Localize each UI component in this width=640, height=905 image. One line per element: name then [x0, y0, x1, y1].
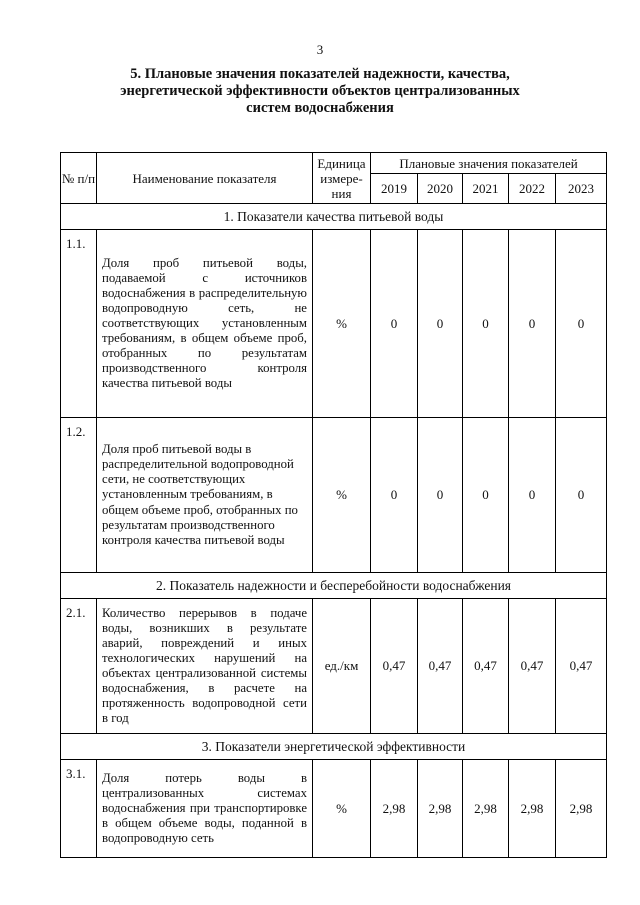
- row-value: 0: [463, 230, 509, 418]
- heading-line: систем водоснабжения: [246, 100, 394, 116]
- row-num: 1.2.: [61, 418, 97, 573]
- section-row: [61, 734, 607, 760]
- header-year: 2020: [418, 174, 463, 204]
- header-unit: Единица измере-ния: [313, 153, 371, 204]
- heading-line: энергетической эффективности объектов централизованных: [120, 83, 520, 99]
- row-value: 0: [463, 418, 509, 573]
- row-value: 2,98: [418, 760, 463, 858]
- row-value: 0: [371, 230, 418, 418]
- section-title: 3. Показатели энергетической эффективности: [61, 734, 607, 760]
- section-row: [61, 204, 607, 230]
- row-value: 0,47: [556, 599, 607, 734]
- table-row: [61, 760, 607, 858]
- row-value: 0: [556, 230, 607, 418]
- header-year: 2019: [371, 174, 418, 204]
- section-heading: [95, 66, 545, 117]
- row-num: 2.1.: [61, 599, 97, 734]
- section-row: [61, 573, 607, 599]
- row-value: 0: [509, 230, 556, 418]
- row-unit: %: [313, 418, 371, 573]
- row-value: 0,47: [371, 599, 418, 734]
- table-row: [61, 230, 607, 418]
- row-name: Доля проб питьевой воды, подаваемой с источников водоснабжения в распределительную водопроводную сеть, не соответствующих установленным требованиям, в общем объеме проб, отобранных по результатам производственного контроля качества питьевой воды: [97, 230, 313, 418]
- header-year: 2022: [509, 174, 556, 204]
- row-value: 2,98: [556, 760, 607, 858]
- row-value: 0: [371, 418, 418, 573]
- row-unit: %: [313, 230, 371, 418]
- table-row: [61, 599, 607, 734]
- indicators-table: [60, 152, 607, 858]
- header-planned: Плановые значения показателей: [371, 153, 607, 174]
- page-number: 3: [316, 42, 324, 57]
- row-num: 1.1.: [61, 230, 97, 418]
- row-name: Доля потерь воды в централизованных системах водоснабжения при транспортировке в общем объеме воды, поданной в водопроводную сеть: [97, 760, 313, 858]
- row-name: Количество перерывов в подаче воды, возникших в результате аварий, повреждений и иных технологических нарушений на объектах централизованной системы водоснабжения, в расчете на протяженность водопроводной сети в год: [97, 599, 313, 734]
- heading-line: 5. Плановые значения показателей надежности, качества,: [130, 66, 510, 82]
- header-name: Наименование показателя: [97, 153, 313, 204]
- section-title: 1. Показатели качества питьевой воды: [61, 204, 607, 230]
- row-value: 2,98: [371, 760, 418, 858]
- row-name: Доля проб питьевой воды в распределительной водопроводной сети, не соответствующих установленным требованиям, в общем объеме проб, отобранных по результатам производственного контроля качества питьевой воды: [97, 418, 313, 573]
- row-value: 0: [509, 418, 556, 573]
- section-title: 2. Показатель надежности и бесперебойности водоснабжения: [61, 573, 607, 599]
- row-value: 0: [418, 230, 463, 418]
- row-value: 0,47: [509, 599, 556, 734]
- row-unit: %: [313, 760, 371, 858]
- row-num: 3.1.: [61, 760, 97, 858]
- row-value: 0: [418, 418, 463, 573]
- row-value: 2,98: [463, 760, 509, 858]
- table-row: [61, 418, 607, 573]
- row-value: 2,98: [509, 760, 556, 858]
- header-year: 2023: [556, 174, 607, 204]
- row-unit: ед./км: [313, 599, 371, 734]
- row-value: 0: [556, 418, 607, 573]
- header-year: 2021: [463, 174, 509, 204]
- header-num: № п/п: [61, 153, 97, 204]
- row-value: 0,47: [463, 599, 509, 734]
- row-value: 0,47: [418, 599, 463, 734]
